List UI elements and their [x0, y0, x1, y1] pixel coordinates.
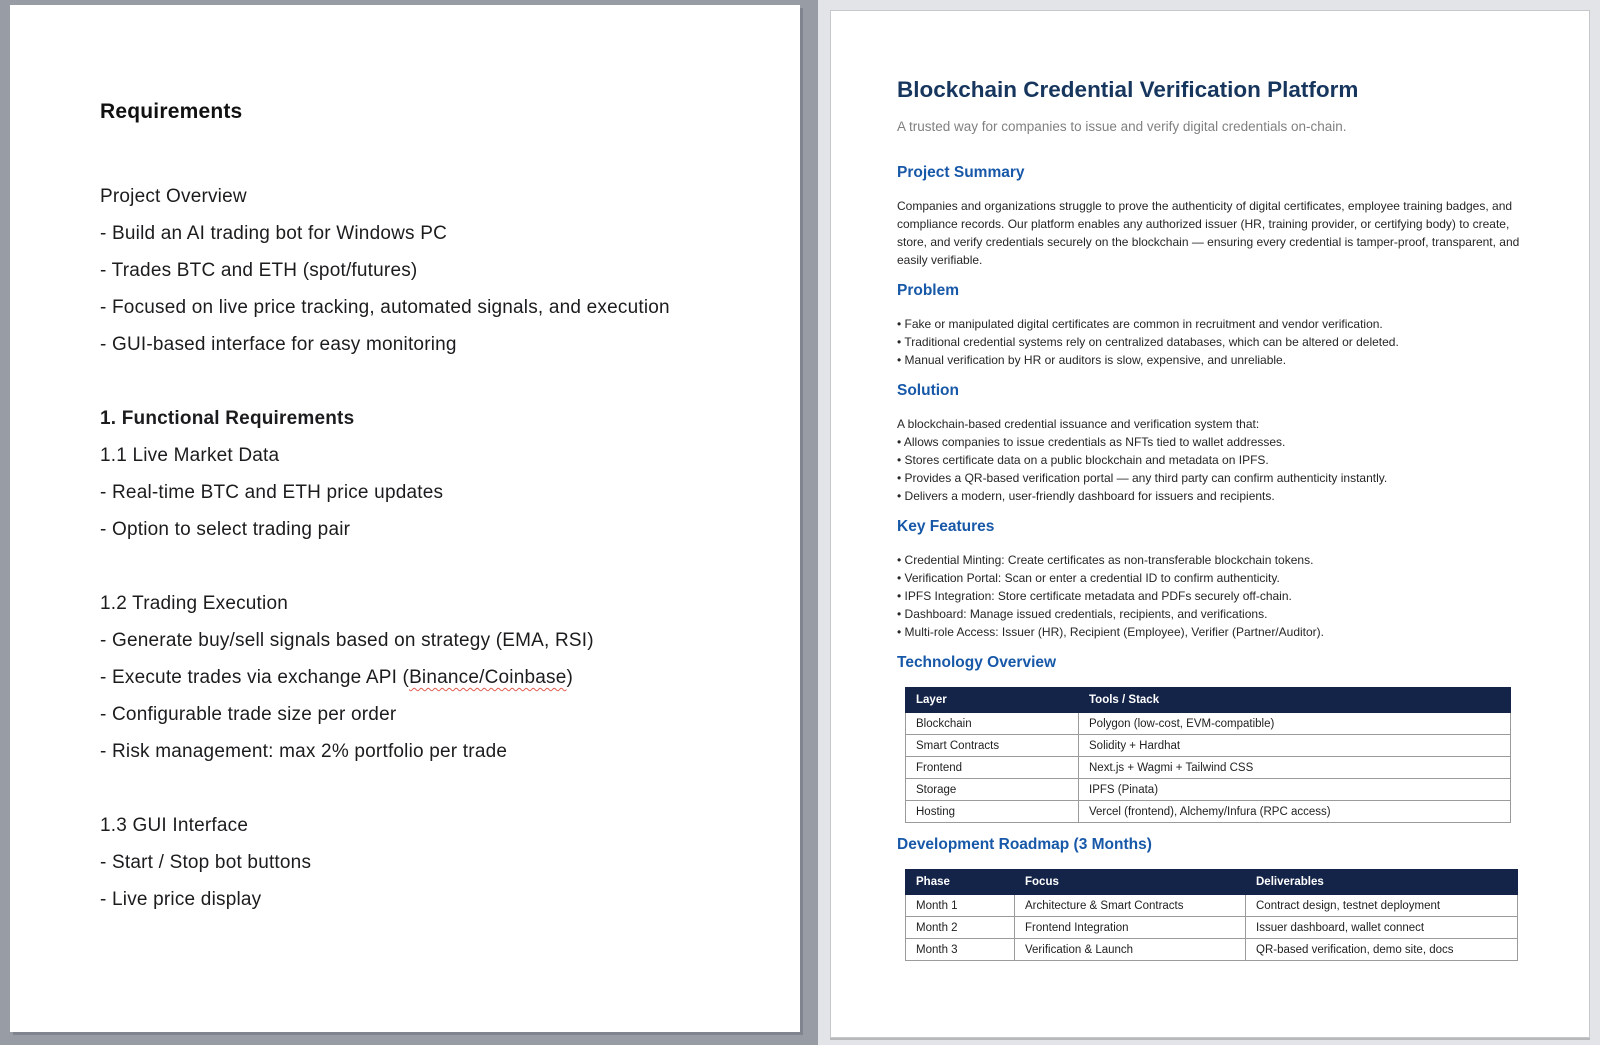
doc-line: Project Overview: [100, 186, 247, 207]
table-cell: Architecture & Smart Contracts: [1015, 895, 1246, 917]
right-document-page[interactable]: [830, 10, 1590, 1038]
column-header-tools-stack: Tools / Stack: [1079, 688, 1511, 713]
column-header-deliverables: Deliverables: [1246, 870, 1518, 895]
table-cell: IPFS (Pinata): [1079, 779, 1511, 801]
doc-line: - Focused on live price tracking, automated signals, and execution: [100, 297, 670, 318]
doc-line: - Risk management: max 2% portfolio per trade: [100, 741, 508, 762]
problem-bullet-list: [897, 315, 1525, 369]
doc-subheading-trading-execution: 1.2 Trading Execution: [100, 593, 288, 614]
section-heading-development-roadmap: Development Roadmap (3 Months): [897, 836, 1152, 853]
bullet-item: • Allows companies to issue credentials as NFTs tied to wallet addresses.: [897, 435, 1286, 449]
section-heading-problem: Problem: [897, 282, 960, 299]
technology-table: [905, 687, 1511, 823]
table-cell: Blockchain: [906, 713, 1079, 735]
doc-line: - Configurable trade size per order: [100, 704, 397, 725]
right-document-content: [831, 11, 1589, 961]
table-cell: Month 1: [906, 895, 1015, 917]
section-heading-key-features: Key Features: [897, 518, 995, 535]
bullet-item: • Fake or manipulated digital certificates are common in recruitment and vendor verification.: [897, 317, 1383, 331]
table-row: [906, 939, 1518, 961]
bullet-item: • Multi-role Access: Issuer (HR), Recipient (Employee), Verifier (Partner/Auditor).: [897, 625, 1324, 639]
table-cell: Frontend Integration: [1015, 917, 1246, 939]
table-cell: Frontend: [906, 757, 1079, 779]
table-cell: Hosting: [906, 801, 1079, 823]
doc-line-prefix: - Execute trades via exchange API (: [100, 667, 410, 688]
left-document-page[interactable]: [10, 5, 800, 1032]
doc-line: - Start / Stop bot buttons: [100, 852, 312, 873]
bullet-item: • IPFS Integration: Store certificate metadata and PDFs securely off-chain.: [897, 589, 1292, 603]
doc-line: - Option to select trading pair: [100, 519, 351, 540]
bullet-item: • Stores certificate data on a public blockchain and metadata on IPFS.: [897, 453, 1269, 467]
doc-subheading-gui-interface: 1.3 GUI Interface: [100, 815, 249, 836]
roadmap-table: [905, 869, 1518, 961]
table-row: [906, 757, 1511, 779]
bullet-item: • Traditional credential systems rely on centralized databases, which can be altered or deleted.: [897, 335, 1399, 349]
table-row: [906, 917, 1518, 939]
key-features-bullet-list: [897, 551, 1525, 641]
table-header-row: [906, 870, 1518, 895]
spellcheck-underlined-text: Binance/Coinbase: [409, 667, 567, 688]
table-row: [906, 735, 1511, 757]
table-header-row: [906, 688, 1511, 713]
table-cell: Issuer dashboard, wallet connect: [1246, 917, 1518, 939]
doc-subheading-live-market-data: 1.1 Live Market Data: [100, 445, 280, 466]
table-cell: Polygon (low-cost, EVM-compatible): [1079, 713, 1511, 735]
table-cell: Next.js + Wagmi + Tailwind CSS: [1079, 757, 1511, 779]
solution-intro: A blockchain-based credential issuance and verification system that:: [897, 417, 1260, 431]
column-header-phase: Phase: [906, 870, 1015, 895]
doc-line-with-spellcheck: [100, 659, 760, 696]
table-cell: Storage: [906, 779, 1079, 801]
table-row: [906, 895, 1518, 917]
doc-heading-functional-requirements: 1. Functional Requirements: [100, 408, 355, 429]
table-row: [906, 779, 1511, 801]
bullet-item: • Manual verification by HR or auditors is slow, expensive, and unreliable.: [897, 353, 1287, 367]
doc-line-suffix: ): [566, 667, 574, 688]
doc-line: - Build an AI trading bot for Windows PC: [100, 223, 447, 244]
section-heading-solution: Solution: [897, 382, 959, 399]
left-document-content: [10, 5, 800, 918]
table-cell: Vercel (frontend), Alchemy/Infura (RPC access): [1079, 801, 1511, 823]
doc-line: - GUI-based interface for easy monitoring: [100, 334, 457, 355]
section-heading-project-summary: Project Summary: [897, 164, 1025, 181]
left-doc-title: Requirements: [100, 100, 243, 123]
right-doc-title: Blockchain Credential Verification Platform: [897, 77, 1359, 102]
project-summary-paragraph: Companies and organizations struggle to prove the authenticity of digital certificates, employee training badges, and compliance records. Our platform enables any authorized issuer (HR, training provider, or certifying body) to create, store, and verify credentials securely on the blockchain — ensuring every credential is tamper-proof, transparent, and easily verifiable.: [897, 199, 1520, 267]
doc-line: - Live price display: [100, 889, 262, 910]
table-cell: Solidity + Hardhat: [1079, 735, 1511, 757]
section-heading-technology-overview: Technology Overview: [897, 654, 1057, 671]
column-header-layer: Layer: [906, 688, 1079, 713]
table-cell: Month 3: [906, 939, 1015, 961]
doc-line: - Real-time BTC and ETH price updates: [100, 482, 444, 503]
right-document-window: [818, 0, 1600, 1045]
table-cell: Contract design, testnet deployment: [1246, 895, 1518, 917]
bullet-item: • Dashboard: Manage issued credentials, recipients, and verifications.: [897, 607, 1268, 621]
table-cell: Smart Contracts: [906, 735, 1079, 757]
table-cell: Verification & Launch: [1015, 939, 1246, 961]
column-header-focus: Focus: [1015, 870, 1246, 895]
bullet-item: • Credential Minting: Create certificates as non-transferable blockchain tokens.: [897, 553, 1314, 567]
table-row: [906, 801, 1511, 823]
bullet-item: • Delivers a modern, user-friendly dashboard for issuers and recipients.: [897, 489, 1275, 503]
bullet-item: • Provides a QR-based verification portal — any third party can confirm authenticity instantly.: [897, 471, 1388, 485]
table-cell: QR-based verification, demo site, docs: [1246, 939, 1518, 961]
table-cell: Month 2: [906, 917, 1015, 939]
table-row: [906, 713, 1511, 735]
solution-bullet-list: [897, 415, 1525, 505]
doc-line: - Generate buy/sell signals based on strategy (EMA, RSI): [100, 630, 594, 651]
doc-line: - Trades BTC and ETH (spot/futures): [100, 260, 418, 281]
right-doc-subtitle: A trusted way for companies to issue and verify digital credentials on-chain.: [897, 119, 1347, 134]
bullet-item: • Verification Portal: Scan or enter a credential ID to confirm authenticity.: [897, 571, 1280, 585]
